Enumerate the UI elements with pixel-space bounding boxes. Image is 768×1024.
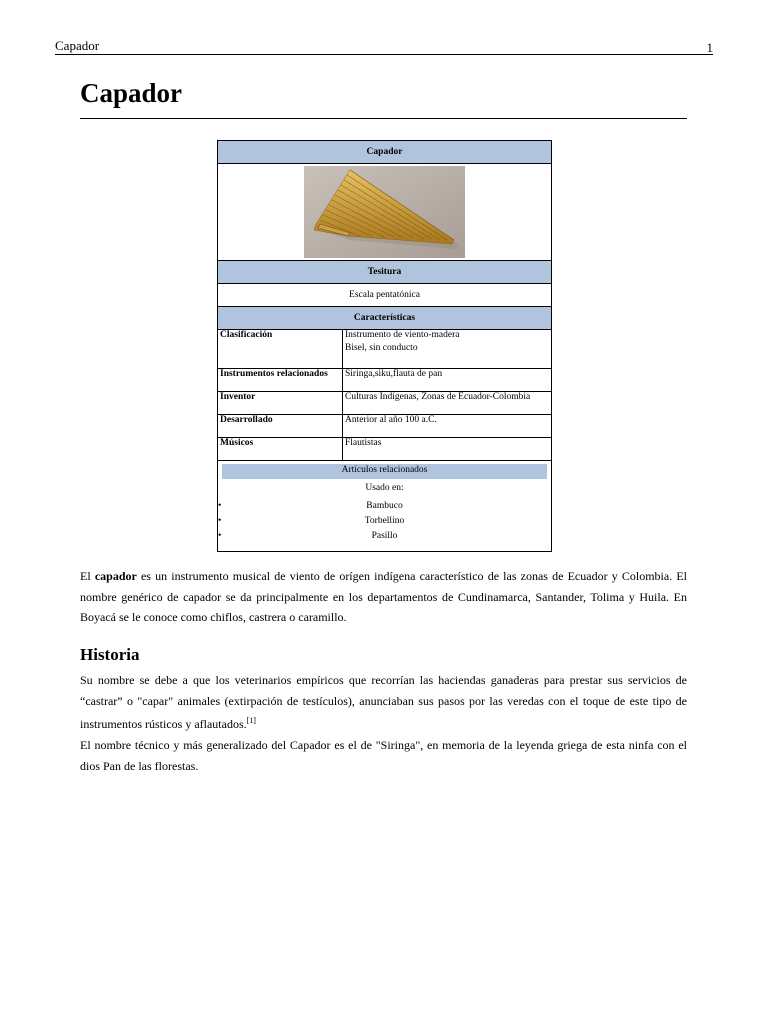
tesitura-value: Escala pentatónica bbox=[218, 284, 552, 307]
list-item bbox=[218, 499, 551, 514]
bullet: • bbox=[218, 501, 222, 511]
running-header-title: Capador bbox=[55, 38, 100, 53]
used-in-link[interactable]: Torbellino bbox=[364, 516, 405, 526]
related-articles bbox=[218, 461, 552, 552]
row-label: Clasificación bbox=[218, 330, 343, 369]
row-value: Culturas Indígenas, Zonas de Ecuador-Colombia bbox=[343, 392, 552, 415]
infobox bbox=[217, 140, 552, 552]
row-value: Flautistas bbox=[343, 438, 552, 461]
historia-paragraph-2: El nombre técnico y más generalizado del Capador es el de "Siringa", en memoria de la leyenda griega de esta ninfa con el dios Pan de las florestas. bbox=[80, 738, 687, 773]
used-in-link[interactable]: Pasillo bbox=[371, 531, 398, 541]
list-item bbox=[218, 529, 551, 544]
characteristics-heading: Características bbox=[218, 307, 552, 330]
infobox-row-desarrollado bbox=[218, 415, 552, 438]
row-value: Siringa,siku,flauta de pan bbox=[343, 369, 552, 392]
historia-paragraph bbox=[80, 670, 687, 735]
intro-bold-term: capador bbox=[94, 569, 137, 583]
intro-text: El bbox=[80, 569, 91, 583]
historia-text: Su nombre se debe a que los veterinarios empíricos que recorrían las haciendas ganaderas para prestar sus servicios de “castrar” o "capar" animales (extirpación de testículos), anunciaban sus pasos por las veredas con el toque de este tipo de instrumentos rústicos y aflautados. bbox=[80, 673, 687, 731]
section-heading-historia: Historia bbox=[80, 645, 140, 664]
intro-text: es un instrumento musical de viento de orígen indígena característico de las zonas de Ecuador y Colombia. El nombre genérico de capador se da principalmente en los departamentos de Cundinamarca, Santander, Tolima y Huila. En Boyacá se le conoce como chiflos, castrera o caramillo. bbox=[80, 569, 688, 624]
running-header bbox=[55, 37, 713, 55]
used-in-label: Usado en: bbox=[365, 483, 404, 493]
reference-link[interactable]: [1] bbox=[246, 716, 256, 725]
page-number: 1 bbox=[706, 40, 713, 55]
row-value-line: Bisel, sin conducto bbox=[345, 343, 418, 353]
intro-paragraph bbox=[80, 566, 687, 628]
infobox-row-musicos bbox=[218, 438, 552, 461]
capador-photo bbox=[304, 166, 465, 258]
used-in-link[interactable]: Bambuco bbox=[366, 501, 403, 511]
infobox-title: Capador bbox=[218, 141, 552, 164]
infobox-row-inventor bbox=[218, 392, 552, 415]
row-value bbox=[343, 330, 552, 369]
list-item bbox=[218, 514, 551, 529]
page-title: Capador bbox=[80, 78, 687, 119]
row-value: Anterior al año 100 a.C. bbox=[343, 415, 552, 438]
infobox-row-clasificacion bbox=[218, 330, 552, 369]
row-label: Desarrollado bbox=[218, 415, 343, 438]
row-label: Instrumentos relacionados bbox=[218, 369, 343, 392]
row-label: Inventor bbox=[218, 392, 343, 415]
row-value-line: Instrumento de viento-madera bbox=[345, 330, 460, 340]
row-label: Músicos bbox=[218, 438, 343, 461]
bullet: • bbox=[218, 516, 222, 526]
tesitura-heading: Tesitura bbox=[218, 261, 552, 284]
used-in-list bbox=[218, 499, 551, 544]
infobox-row-instrumentos bbox=[218, 369, 552, 392]
bullet: • bbox=[218, 531, 222, 541]
related-articles-heading: Artículos relacionados bbox=[222, 464, 547, 479]
